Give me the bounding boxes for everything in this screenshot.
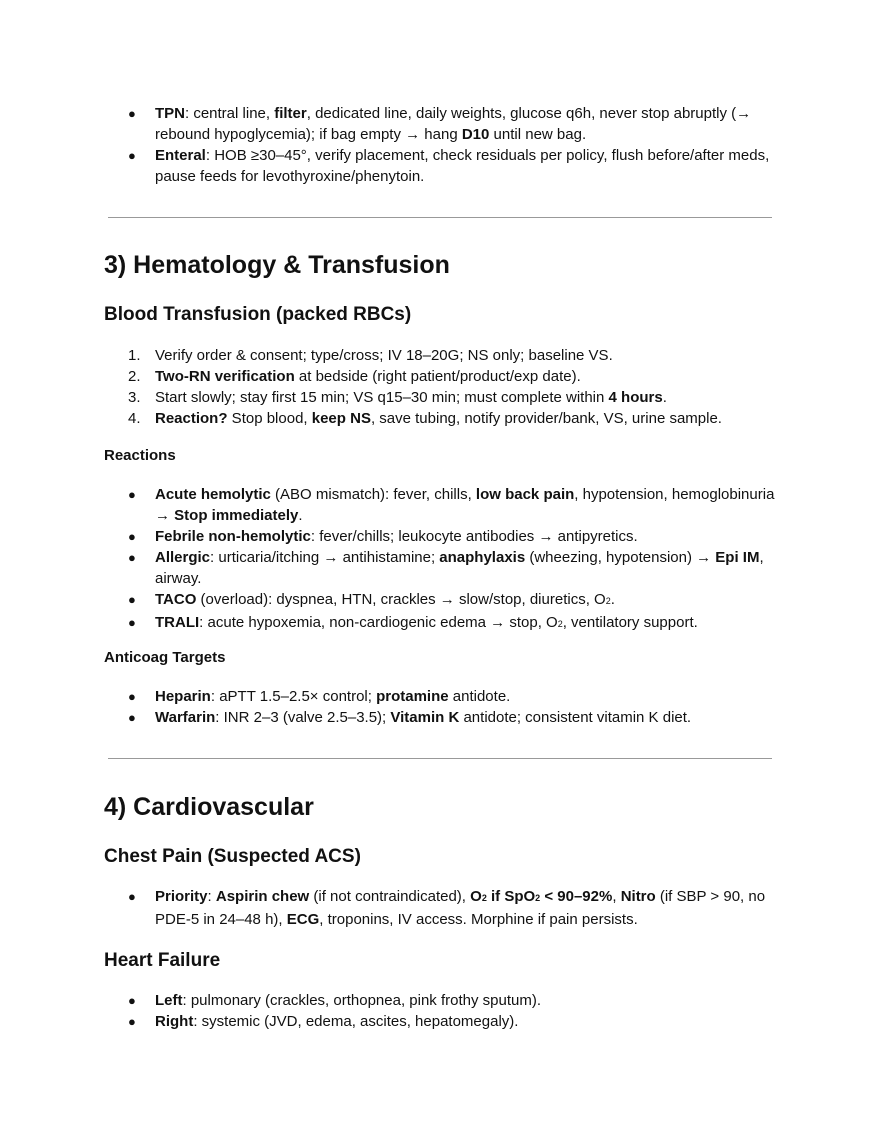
reaction-text: (ABO mismatch): fever, chills, — [270, 486, 476, 503]
priority-o2 — [470, 888, 612, 905]
list-item-left — [128, 990, 788, 1011]
priority-aspirin: Aspirin chew — [215, 888, 310, 905]
priority-text-3: , troponins, IV access. Morphine if pain persists. — [319, 911, 638, 928]
drug-text-2: antidote; consistent vitamin K diet. — [459, 709, 692, 726]
step-text-2: , save tubing, notify provider/bank, VS, urine sample. — [370, 410, 722, 427]
subscript: 2 — [605, 596, 611, 606]
reaction-label: Allergic — [155, 549, 211, 566]
subscript: 2 — [481, 893, 487, 903]
reaction-bold: low back pain — [475, 486, 575, 503]
list-item-priority — [128, 886, 788, 930]
antidote: protamine — [376, 688, 449, 705]
hf-label: Right — [155, 1013, 194, 1030]
tpn-text-2: , dedicated line, daily weights, glucose q6h, never stop abruptly (→ rebound hypoglycemia); if bag empty → hang — [155, 105, 752, 143]
enteral-text: : HOB ≥30–45°, verify placement, check residuals per policy, flush before/after meds, pause feeds for levothyroxine/phenytoin. — [155, 147, 770, 185]
priority-text: (if not contraindicated), — [309, 888, 471, 905]
tpn-text-1: : central line, — [185, 105, 275, 122]
reactions-list — [128, 484, 788, 635]
drug-label: Heparin — [155, 688, 211, 705]
section-divider — [108, 758, 772, 759]
step-number: 1. — [128, 347, 141, 364]
reaction-action: Epi IM — [715, 549, 760, 566]
o2-text: O — [470, 888, 482, 905]
reaction-text: : fever/chills; leukocyte antibodies → antipyretics. — [310, 528, 638, 545]
priority-comma: , — [612, 888, 621, 905]
subheading-anticoag: Anticoag Targets — [104, 649, 226, 666]
reaction-end: . — [610, 591, 615, 608]
step-text: Start slowly; stay first 15 min; VS q15–30 min; must complete within — [155, 389, 609, 406]
enteral-label: Enteral — [155, 147, 206, 164]
hf-label: Left — [155, 992, 183, 1009]
reaction-bold: anaphylaxis — [439, 549, 526, 566]
list-item-acute-hemolytic — [128, 484, 788, 526]
reaction-text: (overload): dyspnea, HTN, crackles → slow/stop, diuretics, O — [196, 591, 606, 608]
subsection-title-heart-failure: Heart Failure — [104, 950, 221, 971]
reaction-label: TRALI — [155, 614, 200, 631]
list-item-taco — [128, 589, 788, 612]
subsection-title-chest-pain: Chest Pain (Suspected ACS) — [104, 846, 361, 867]
subsection-title-transfusion: Blood Transfusion (packed RBCs) — [104, 304, 412, 325]
list-item-heparin — [128, 686, 788, 707]
step-item — [128, 366, 788, 387]
tpn-d10: D10 — [461, 126, 490, 143]
list-item-allergic — [128, 547, 788, 589]
tpn-text-3: until new bag. — [489, 126, 587, 143]
hf-text: : systemic (JVD, edema, ascites, hepatomegaly). — [193, 1013, 519, 1030]
step-bold: Two-RN verification — [155, 368, 295, 385]
drug-text: : aPTT 1.5–2.5× control; — [210, 688, 377, 705]
anticoag-list — [128, 686, 788, 728]
step-number: 3. — [128, 389, 141, 406]
drug-text: : INR 2–3 (valve 2.5–3.5); — [215, 709, 391, 726]
reaction-text: : acute hypoxemia, non-cardiogenic edema → stop, O — [199, 614, 558, 631]
reaction-end: , airway. — [155, 549, 764, 587]
step-bold: Reaction? — [155, 410, 228, 427]
priority-nitro: Nitro — [620, 888, 656, 905]
hf-text: : pulmonary (crackles, orthopnea, pink frothy sputum). — [182, 992, 541, 1009]
section-title-hematology: 3) Hematology & Transfusion — [104, 251, 450, 279]
subscript: 2 — [557, 619, 563, 629]
list-item-enteral — [128, 145, 788, 187]
step-item — [128, 408, 788, 429]
drug-label: Warfarin — [155, 709, 216, 726]
priority-ecg: ECG — [286, 911, 320, 928]
subscript: 2 — [535, 893, 541, 903]
list-item-febrile — [128, 526, 788, 547]
step-item — [128, 345, 788, 366]
step-bold: 4 hours — [608, 389, 663, 406]
reaction-text: : urticaria/itching → antihistamine; — [210, 549, 440, 566]
antidote: Vitamin K — [390, 709, 460, 726]
step-keep-ns: keep NS — [311, 410, 371, 427]
heart-failure-list — [128, 990, 788, 1032]
reaction-label: TACO — [155, 591, 197, 608]
priority-colon: : — [207, 888, 216, 905]
reaction-label: Acute hemolytic — [155, 486, 271, 503]
reaction-action: Stop immediately — [174, 507, 299, 524]
section-title-cardiovascular: 4) Cardiovascular — [104, 793, 314, 821]
reaction-end: . — [298, 507, 303, 524]
drug-text-2: antidote. — [448, 688, 511, 705]
step-end: . — [662, 389, 667, 406]
step-number: 4. — [128, 410, 141, 427]
priority-label: Priority — [155, 888, 208, 905]
step-number: 2. — [128, 368, 141, 385]
list-item-right — [128, 1011, 788, 1032]
tpn-filter: filter — [274, 105, 307, 122]
tpn-label: TPN — [155, 105, 185, 122]
priority-text-2: (if SBP > 90, no PDE-5 in 24–48 h), — [155, 888, 766, 928]
step-item — [128, 387, 788, 408]
spo2-range: < 90–92% — [540, 888, 613, 905]
subheading-reactions: Reactions — [104, 447, 176, 464]
step-text: Verify order & consent; type/cross; IV 18–20G; NS only; baseline VS. — [155, 347, 613, 364]
list-item-tpn — [128, 103, 788, 145]
nutrition-list — [128, 103, 788, 187]
list-item-warfarin — [128, 707, 788, 728]
list-item-trali — [128, 612, 788, 635]
reaction-end: , ventilatory support. — [562, 614, 698, 631]
spo2-text: if SpO — [486, 888, 536, 905]
transfusion-steps — [128, 345, 788, 429]
section-divider — [108, 217, 772, 218]
reaction-text-2: (wheezing, hypotension) → — [525, 549, 716, 566]
reaction-label: Febrile non-hemolytic — [155, 528, 311, 545]
step-text: at bedside (right patient/product/exp date). — [294, 368, 581, 385]
chest-pain-list — [128, 886, 788, 930]
step-text: Stop blood, — [227, 410, 312, 427]
reaction-text-2: , hypotension, hemoglobinuria → — [155, 486, 775, 524]
